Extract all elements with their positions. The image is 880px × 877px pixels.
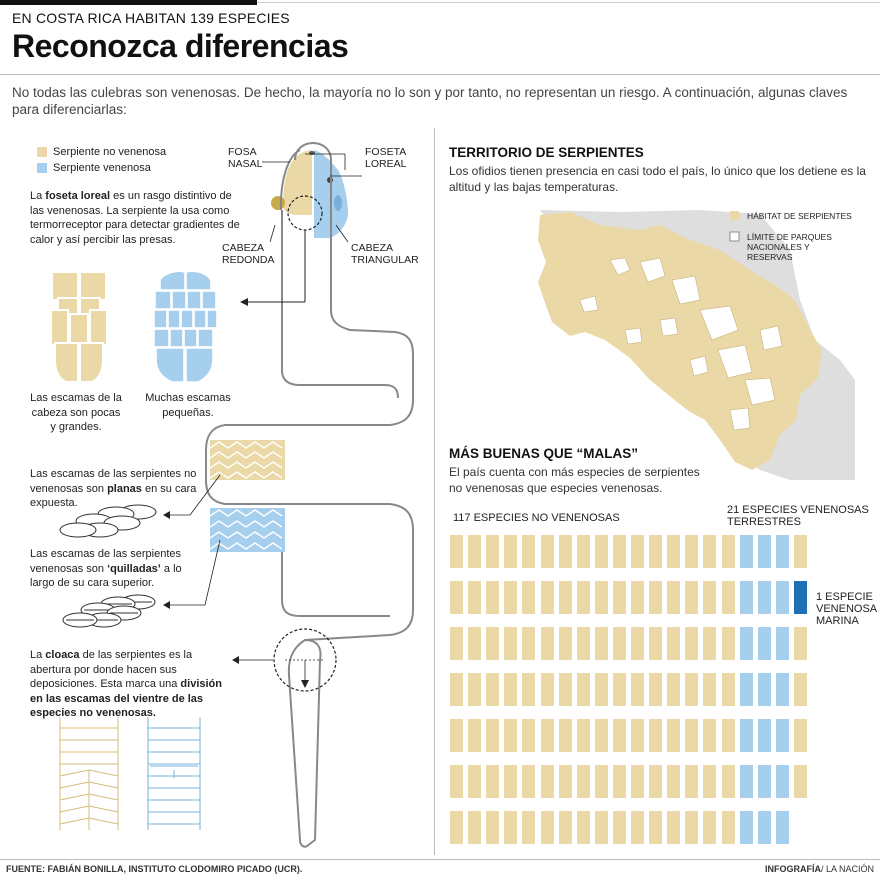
label-cabeza-triangular: CABEZA TRIANGULAR [351,242,419,266]
species-cell-non-venomous [613,811,626,844]
species-cell-non-venomous [450,581,463,614]
species-cell-non-venomous [631,627,644,660]
species-cell-non-venomous [504,581,517,614]
species-cell-non-venomous [722,581,735,614]
species-cell-non-venomous [468,673,481,706]
species-cell-non-venomous [468,765,481,798]
species-cell-non-venomous [631,535,644,568]
species-cell-non-venomous [613,627,626,660]
species-cell-non-venomous [559,673,572,706]
species-cell-venomous [758,765,771,798]
species-cell-venomous [740,627,753,660]
species-cell-non-venomous [685,673,698,706]
species-cell-non-venomous [541,719,554,752]
species-cell-non-venomous [703,581,716,614]
species-cell-non-venomous [613,535,626,568]
label-non-venomous-count: 117 ESPECIES NO VENENOSAS [453,512,620,524]
species-cell-venomous [776,673,789,706]
map-legend-swatch-parks [730,232,739,241]
label-venomous-count: 21 ESPECIES VENENOSAS TERRESTRES [727,504,869,528]
species-cell-venomous [758,719,771,752]
species-cell-venomous [758,627,771,660]
species-cell-non-venomous [685,811,698,844]
species-cell-non-venomous [595,535,608,568]
species-cell-non-venomous [631,581,644,614]
species-cell-non-venomous [486,765,499,798]
species-cell-non-venomous [685,719,698,752]
species-cell-non-venomous [703,673,716,706]
species-cell-venomous [758,811,771,844]
species-cell-non-venomous [667,811,680,844]
species-cell-non-venomous [504,719,517,752]
species-cell-venomous [740,719,753,752]
species-cell-non-venomous [667,673,680,706]
species-cell-non-venomous [667,535,680,568]
species-cell-non-venomous [794,719,807,752]
species-cell-non-venomous [667,627,680,660]
species-cell-non-venomous [722,673,735,706]
species-cell-non-venomous [722,535,735,568]
species-cell-non-venomous [522,719,535,752]
species-cell-non-venomous [703,719,716,752]
species-cell-venomous [758,581,771,614]
species-cell-non-venomous [522,811,535,844]
species-cell-non-venomous [522,627,535,660]
species-cell-non-venomous [468,719,481,752]
species-cell-non-venomous [613,765,626,798]
map-legend-habitat: HÁBITAT DE SERPIENTES [747,211,852,221]
species-cell-non-venomous [595,627,608,660]
keeled-scales-text: Las escamas de las serpientes venenosas son ‘quilladas’ a lo largo de su cara superior. [30,548,182,589]
species-cell-non-venomous [559,719,572,752]
species-cell-non-venomous [794,627,807,660]
species-cell-non-venomous [486,673,499,706]
species-cell-non-venomous [595,811,608,844]
species-cell-non-venomous [559,535,572,568]
page-title: Reconozca diferencias [12,28,349,64]
species-cell-non-venomous [667,581,680,614]
species-cell-non-venomous [559,811,572,844]
species-cell-venomous [740,811,753,844]
species-cell-non-venomous [504,535,517,568]
species-cell-non-venomous [794,673,807,706]
species-cell-venomous [740,535,753,568]
species-cell-venomous [776,627,789,660]
species-cell-non-venomous [450,535,463,568]
species-cell-marine [794,581,807,614]
species-cell-venomous [776,765,789,798]
territory-subtitle: Los ofidios tienen presencia en casi todo el país, lo único que los detiene es la altitud y las bajas temperaturas. [449,164,866,194]
species-cell-non-venomous [486,627,499,660]
label-marine-count: 1 ESPECIE VENENOSA MARINA [816,591,877,627]
species-cell-non-venomous [649,581,662,614]
species-cell-non-venomous [649,627,662,660]
species-cell-non-venomous [541,673,554,706]
species-cell-non-venomous [613,581,626,614]
species-cell-non-venomous [541,535,554,568]
head-scales-few-caption: Las escamas de la cabeza son pocas y grandes. [30,392,122,433]
species-cell-non-venomous [504,811,517,844]
species-cell-non-venomous [468,811,481,844]
species-cell-venomous [740,765,753,798]
species-cell-non-venomous [559,581,572,614]
species-cell-non-venomous [595,765,608,798]
label-fosa-nasal: FOSA NASAL [228,146,263,170]
species-cell-non-venomous [613,673,626,706]
map-legend-swatch-habitat [730,211,739,220]
species-cell-non-venomous [450,719,463,752]
species-cell-non-venomous [595,673,608,706]
species-cell-non-venomous [522,765,535,798]
counts-title: MÁS BUENAS QUE “MALAS” [449,446,639,461]
flat-scales-text: Las escamas de las serpientes no venenosas son planas en su cara expuesta. [30,468,197,509]
species-cell-non-venomous [486,811,499,844]
species-cell-non-venomous [703,765,716,798]
species-cell-non-venomous [649,811,662,844]
species-cell-venomous [758,673,771,706]
species-cell-non-venomous [722,627,735,660]
species-cell-non-venomous [703,627,716,660]
species-cell-venomous [776,535,789,568]
species-cell-non-venomous [595,719,608,752]
kicker: EN COSTA RICA HABITAN 139 ESPECIES [12,10,290,26]
species-cell-non-venomous [703,811,716,844]
cloaca-text: La cloaca de las serpientes es la abertura por donde hacen sus deposiciones. Esta marca una división en las escamas del vientre de las especies no venenosas. [30,649,222,719]
species-cell-non-venomous [685,535,698,568]
species-cell-non-venomous [450,811,463,844]
species-cell-non-venomous [631,719,644,752]
species-cell-non-venomous [541,581,554,614]
footer-source: FUENTE: FABIÁN BONILLA, INSTITUTO CLODOMIRO PICADO (UCR). [6,864,303,874]
species-cell-non-venomous [577,535,590,568]
species-cell-non-venomous [577,581,590,614]
species-cell-non-venomous [649,719,662,752]
species-cell-non-venomous [794,535,807,568]
species-cell-non-venomous [577,811,590,844]
species-cell-non-venomous [468,627,481,660]
species-cell-non-venomous [722,719,735,752]
species-cell-non-venomous [685,765,698,798]
species-cell-non-venomous [504,673,517,706]
species-cell-non-venomous [486,535,499,568]
species-cell-venomous [776,581,789,614]
label-foseta-loreal: FOSETA LOREAL [365,146,407,170]
footer-divider [0,859,880,860]
legend-label-non-venomous: Serpiente no venenosa [53,146,167,158]
species-cell-non-venomous [522,673,535,706]
species-cell-non-venomous [613,719,626,752]
species-cell-non-venomous [522,581,535,614]
species-cell-non-venomous [541,765,554,798]
species-cell-non-venomous [631,673,644,706]
species-cell-non-venomous [685,627,698,660]
species-cell-non-venomous [450,765,463,798]
species-cell-non-venomous [559,765,572,798]
species-cell-non-venomous [577,627,590,660]
species-cell-non-venomous [541,811,554,844]
map-legend-parks: LÍMITE DE PARQUES NACIONALES Y RESERVAS [747,232,832,262]
species-cell-venomous [740,673,753,706]
counts-subtitle: El país cuenta con más especies de serpientes no venenosas que especies venenosas. [449,465,700,495]
head-scales-many-caption: Muchas escamas pequeñas. [145,392,231,419]
species-cell-non-venomous [541,627,554,660]
species-cell-non-venomous [577,719,590,752]
species-cell-venomous [740,581,753,614]
species-cell-non-venomous [577,673,590,706]
species-cell-non-venomous [649,765,662,798]
species-cell-non-venomous [667,719,680,752]
species-cell-non-venomous [703,535,716,568]
species-cell-non-venomous [450,673,463,706]
species-cell-non-venomous [504,627,517,660]
species-cell-venomous [776,719,789,752]
species-cell-non-venomous [559,627,572,660]
species-cell-non-venomous [667,765,680,798]
legend-label-venomous: Serpiente venenosa [53,162,151,174]
label-cabeza-redonda: CABEZA REDONDA [222,242,275,266]
species-cell-non-venomous [631,765,644,798]
species-cell-non-venomous [522,535,535,568]
species-cell-non-venomous [794,765,807,798]
species-cell-non-venomous [722,811,735,844]
species-cell-non-venomous [649,535,662,568]
foseta-description: La foseta loreal es un rasgo distintivo de las venenosas. La serpiente la usa como termorreceptor para detectar gradientes de calor y así percibir las presas. [30,190,240,246]
species-cell-venomous [758,535,771,568]
intro-text: No todas las culebras son venenosas. De hecho, la mayoría no lo son y por tanto, no representan un riesgo. A continuación, algunas claves para diferenciarlas: [12,85,848,117]
species-cell-non-venomous [595,581,608,614]
species-cell-non-venomous [577,765,590,798]
footer-credit: INFOGRAFÍA/ LA NACIÓN [764,864,874,874]
species-cell-non-venomous [685,581,698,614]
species-cell-non-venomous [486,581,499,614]
species-cell-venomous [776,811,789,844]
species-cell-non-venomous [468,535,481,568]
species-cell-non-venomous [631,811,644,844]
species-cell-non-venomous [486,719,499,752]
species-cell-non-venomous [450,627,463,660]
species-cell-non-venomous [504,765,517,798]
territory-title: TERRITORIO DE SERPIENTES [449,145,644,160]
species-cell-non-venomous [468,581,481,614]
species-cell-non-venomous [649,673,662,706]
species-cell-non-venomous [722,765,735,798]
